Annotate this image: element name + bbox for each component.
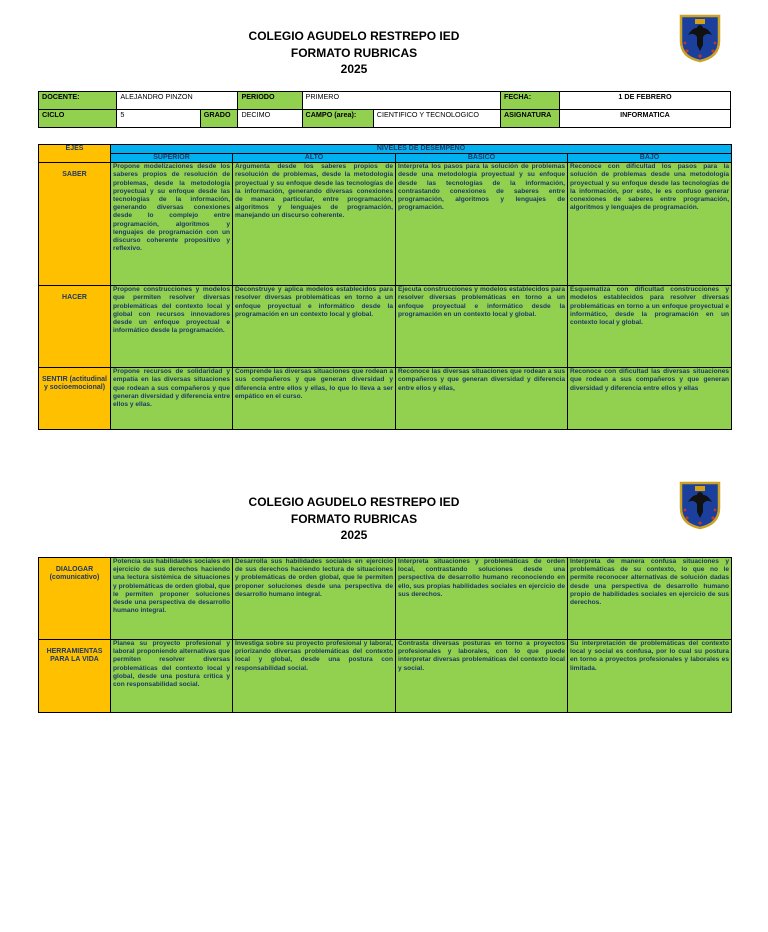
rubric-cell: Ejecuta construcciones y modelos establecidos para resolver diversas problemáticas en torno a un enfoque proyectual e informático desde la programación en un contexto local y global. [396,286,568,368]
rubric-row-hacer [39,286,732,368]
info-table [38,91,731,128]
rubric-row-dialogar [39,558,732,640]
rubric-cell: Propone modelizaciones desde los saberes propios de resolución de problemas, desde la metodología proyectual y su enfoque desde las tecnologías de la información, generando diversas conexiones desde lo complejo entre programación, algoritmos y lenguajes de programación con un discurso coherente propositivo y reflexivo. [111,163,233,286]
rubric-cell: Propone recursos de solidaridad y empatía en las diversas situaciones que rodean a sus compañeros y que generan diversidad y diferencia entre ellos y ellas. [111,368,233,430]
rubric-cell: Interpreta de manera confusa situaciones y problemáticas de su contexto, lo que no le permite reconocer alternativas de solución dadas desde una perspectiva de desarrollo humano propio de habilidades sociales en ejercicio de sus derechos. [568,558,732,640]
campo-label: CAMPO (area): [302,110,373,128]
page-header-2 [0,494,708,544]
rubric-cell: Desarrolla sus habilidades sociales en ejercicio de sus derechos haciendo lectura de situaciones y problemáticas de orden global, que le permiten proponer soluciones desde una perspectiva de desarrollo humano integral. [233,558,396,640]
periodo-label: PERIODO [238,92,302,110]
page-header-1 [0,28,708,78]
rubric-cell: Su interpretación de problemáticas del contexto local y social es confusa, por lo cual su postura en torno a proyectos profesionales y laborales es limitada. [568,640,732,713]
docente-label: DOCENTE: [39,92,117,110]
year: 2025 [340,62,368,76]
rubric-cell: Planea su proyecto profesional y laboral proponiendo alternativas que permiten resolver diversas problemáticas del contexto local y global, desde una postura crítica y con responsabilidad social. [111,640,233,713]
rubric-row-saber [39,163,732,286]
ejes-header: EJES [39,145,111,163]
ciclo-value: 5 [117,110,200,128]
year: 2025 [340,528,368,542]
rubric-cell: Potencia sus habilidades sociales en ejercicio de sus derechos haciendo una lectura sistémica de situaciones y problemáticas de orden global, que le permiten proponer soluciones desde una perspectiva de desarrollo humano integral. [111,558,233,640]
format-title: FORMATO RUBRICAS [290,45,418,60]
rubric-cell: Interpreta los pasos para la solución de problemas desde una metodología proyectual y su enfoque desde las tecnologías de la información, contrastando conexiones de saberes entre programación, algoritmos y lenguajes de programación. [396,163,568,286]
rubric-cell: Propone construcciones y modelos que permiten resolver diversas problemáticas del contexto local y global con recursos innovadores desde un enfoque proyectual e informático desde la programación. [111,286,233,368]
rubric-cell: Investiga sobre su proyecto profesional y laboral, priorizando diversas problemáticas del contexto local y global, desde una postura con responsabilidad social. [233,640,396,713]
asignatura-label: ASIGNATURA [500,110,559,128]
periodo-value: PRIMERO [302,92,500,110]
level-superior-header: SUPERIOR [111,154,233,163]
docente-value: ALEJANDRO PINZON [117,92,238,110]
eje-label: DIALOGAR (comunicativo) [39,558,111,640]
fecha-label: FECHA: [500,92,559,110]
ciclo-label: CICLO [39,110,117,128]
level-basico-header: BASICO [396,154,568,163]
rubric-table [38,144,732,430]
format-title: FORMATO RUBRICAS [290,511,418,526]
rubric-cell: Reconoce las diversas situaciones que rodean a sus compañeros y que generan diversidad y diferencia entre ellos y ellas, [396,368,568,430]
eje-label: HERRAMIENTAS PARA LA VIDA [39,640,111,713]
fecha-value: 1 DE FEBRERO [559,92,730,110]
niveles-header: NIVELES DE DESEMPEÑO [111,145,732,154]
rubric-cell: Contrasta diversas posturas en torno a proyectos profesionales y laborales, con lo que puede interpretar diversas problemáticas del contexto local y social. [396,640,568,713]
eje-label: SENTIR (actitudinal y socioemocional) [39,368,111,430]
eje-label: SABER [39,163,111,286]
eje-label: HACER [39,286,111,368]
rubric-cell: Comprende las diversas situaciones que rodean a sus compañeros y que generan diversidad y diferencia entre ellos y ellas, lo que lo lleva a ser empático en el curso. [233,368,396,430]
rubric-row-herramientas [39,640,732,713]
rubric-cell: Reconoce con dificultad los pasos para la solución de problemas desde una metodología proyectual y su enfoque desde las tecnologías de la información, por esto, le es confuso generar conexiones de saberes entre programación, algoritmos y lenguajes de programación. [568,163,732,286]
coat-of-arms-icon [678,480,722,530]
coat-of-arms-icon [678,13,722,63]
rubric-cell: Esquematiza con dificultad construcciones y modelos establecidos para resolver diversas problemáticas en torno a un enfoque proyectual e informático, desde la programación en un contexto local y global. [568,286,732,368]
rubric-cell: Argumenta desde los saberes propios de resolución de problemas, desde la metodología proyectual y su enfoque desde las tecnologías de la información, generando diversas conexiones de manera particular, entre programación, algoritmos y lenguajes de programación, manejando un discurso coherente. [233,163,396,286]
grado-value: DECIMO [238,110,302,128]
rubric-cell: Reconoce con dificultad las diversas situaciones que rodean a sus compañeros y que generan diversidad y diferencia entre ellos y ellas [568,368,732,430]
grado-label: GRADO [200,110,238,128]
asignatura-value: INFORMATICA [559,110,730,128]
campo-value: CIENTIFICO Y TECNOLOGICO [373,110,500,128]
level-alto-header: ALTO [233,154,396,163]
school-name: COLEGIO AGUDELO RESTREPO IED [248,495,460,509]
school-name: COLEGIO AGUDELO RESTREPO IED [248,29,460,43]
level-bajo-header: BAJO [568,154,732,163]
rubric-table-continued [38,557,732,713]
rubric-cell: Deconstruye y aplica modelos establecidos para resolver diversas problemáticas en torno a un enfoque proyectual e informático desde la programación en un contexto local y global. [233,286,396,368]
rubric-cell: Interpreta situaciones y problemáticas de orden local, contrastando soluciones desde una perspectiva de desarrollo humano reconociendo en ello, sus propias habilidades sociales en ejercicio de sus derechos. [396,558,568,640]
rubric-row-sentir [39,368,732,430]
